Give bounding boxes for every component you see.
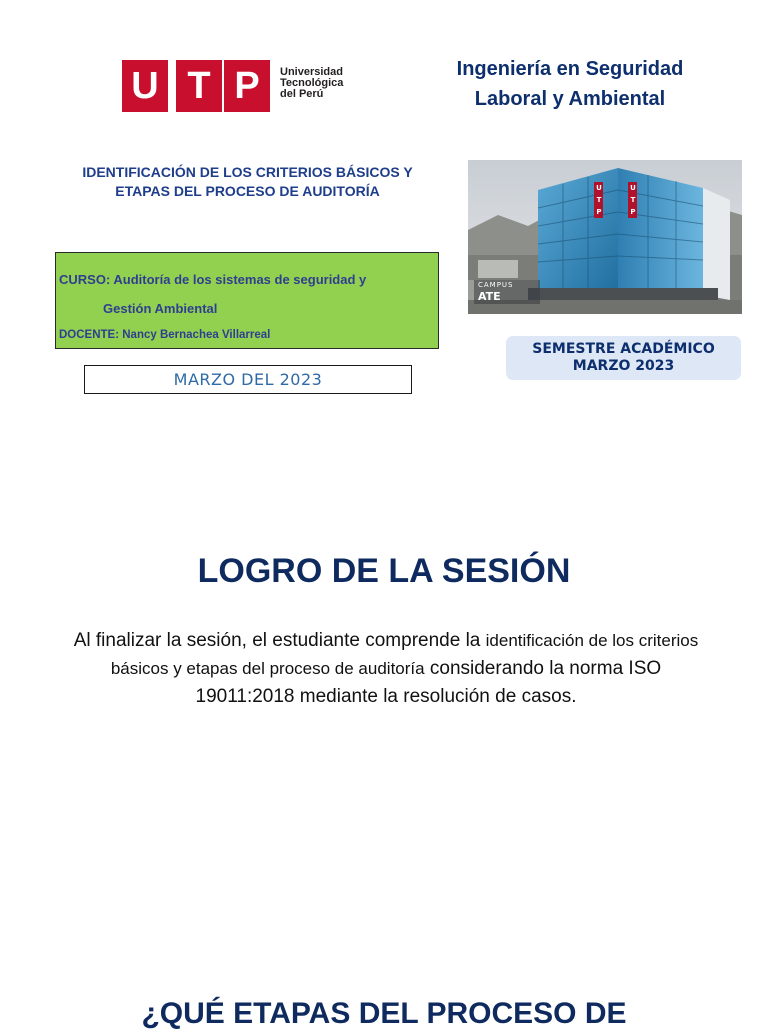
course-name-line-1: CURSO: Auditoría de los sistemas de seguridad y (59, 272, 367, 287)
campus-caption-big: ATE (478, 290, 501, 303)
course-name-line-2: Gestión Ambiental (103, 301, 218, 316)
logo-letter-p: P (224, 60, 270, 112)
building-sign-left: UTP (596, 184, 602, 216)
achievement-text-part-1: Al finalizar la sesión, el estudiante comprende la (73, 630, 486, 651)
logo-text-line-2: Tecnológica (280, 77, 344, 89)
program-title (420, 54, 720, 114)
session-title-line-2: ETAPAS DEL PROCESO DE AUDITORÍA (115, 183, 380, 199)
session-title (50, 163, 445, 201)
question-heading: ¿QUÉ ETAPAS DEL PROCESO DE (141, 997, 627, 1030)
utp-logo (122, 60, 352, 112)
campus-caption-small: CAMPUS (478, 281, 514, 289)
achievement-text-part-2: identificación de los criterios básicos y etapas del proceso de auditoría (110, 631, 699, 678)
achievement-heading: LOGRO DE LA SESIÓN (197, 552, 571, 590)
logo-university-name (280, 67, 360, 100)
session-title-line-1: IDENTIFICACIÓN DE LOS CRITERIOS BÁSICOS Y (82, 164, 413, 180)
semester-badge (506, 336, 741, 380)
semester-line-2: MARZO 2023 (572, 358, 675, 374)
logo-letter-u: U (122, 60, 168, 112)
logo-letter-t: T (176, 60, 222, 112)
logo-text-line-3: del Perú (280, 88, 324, 100)
campus-building-illustration (468, 160, 742, 314)
logo-text-line-1: Universidad (280, 66, 343, 78)
date-box: MARZO DEL 2023 (84, 365, 412, 394)
achievement-text (70, 627, 702, 711)
program-title-line-2: Laboral y Ambiental (474, 88, 666, 110)
achievement-text-part-3: considerando la norma ISO 19011:2018 mediante la resolución de casos. (195, 658, 662, 707)
semester-line-1: SEMESTRE ACADÉMICO (532, 341, 715, 357)
course-info-box (55, 252, 439, 349)
program-title-line-1: Ingeniería en Seguridad (456, 58, 684, 80)
teacher-name: DOCENTE: Nancy Bernachea Villarreal (59, 329, 271, 341)
campus-photo (468, 160, 742, 314)
building-sign-right: UTP (630, 184, 636, 216)
